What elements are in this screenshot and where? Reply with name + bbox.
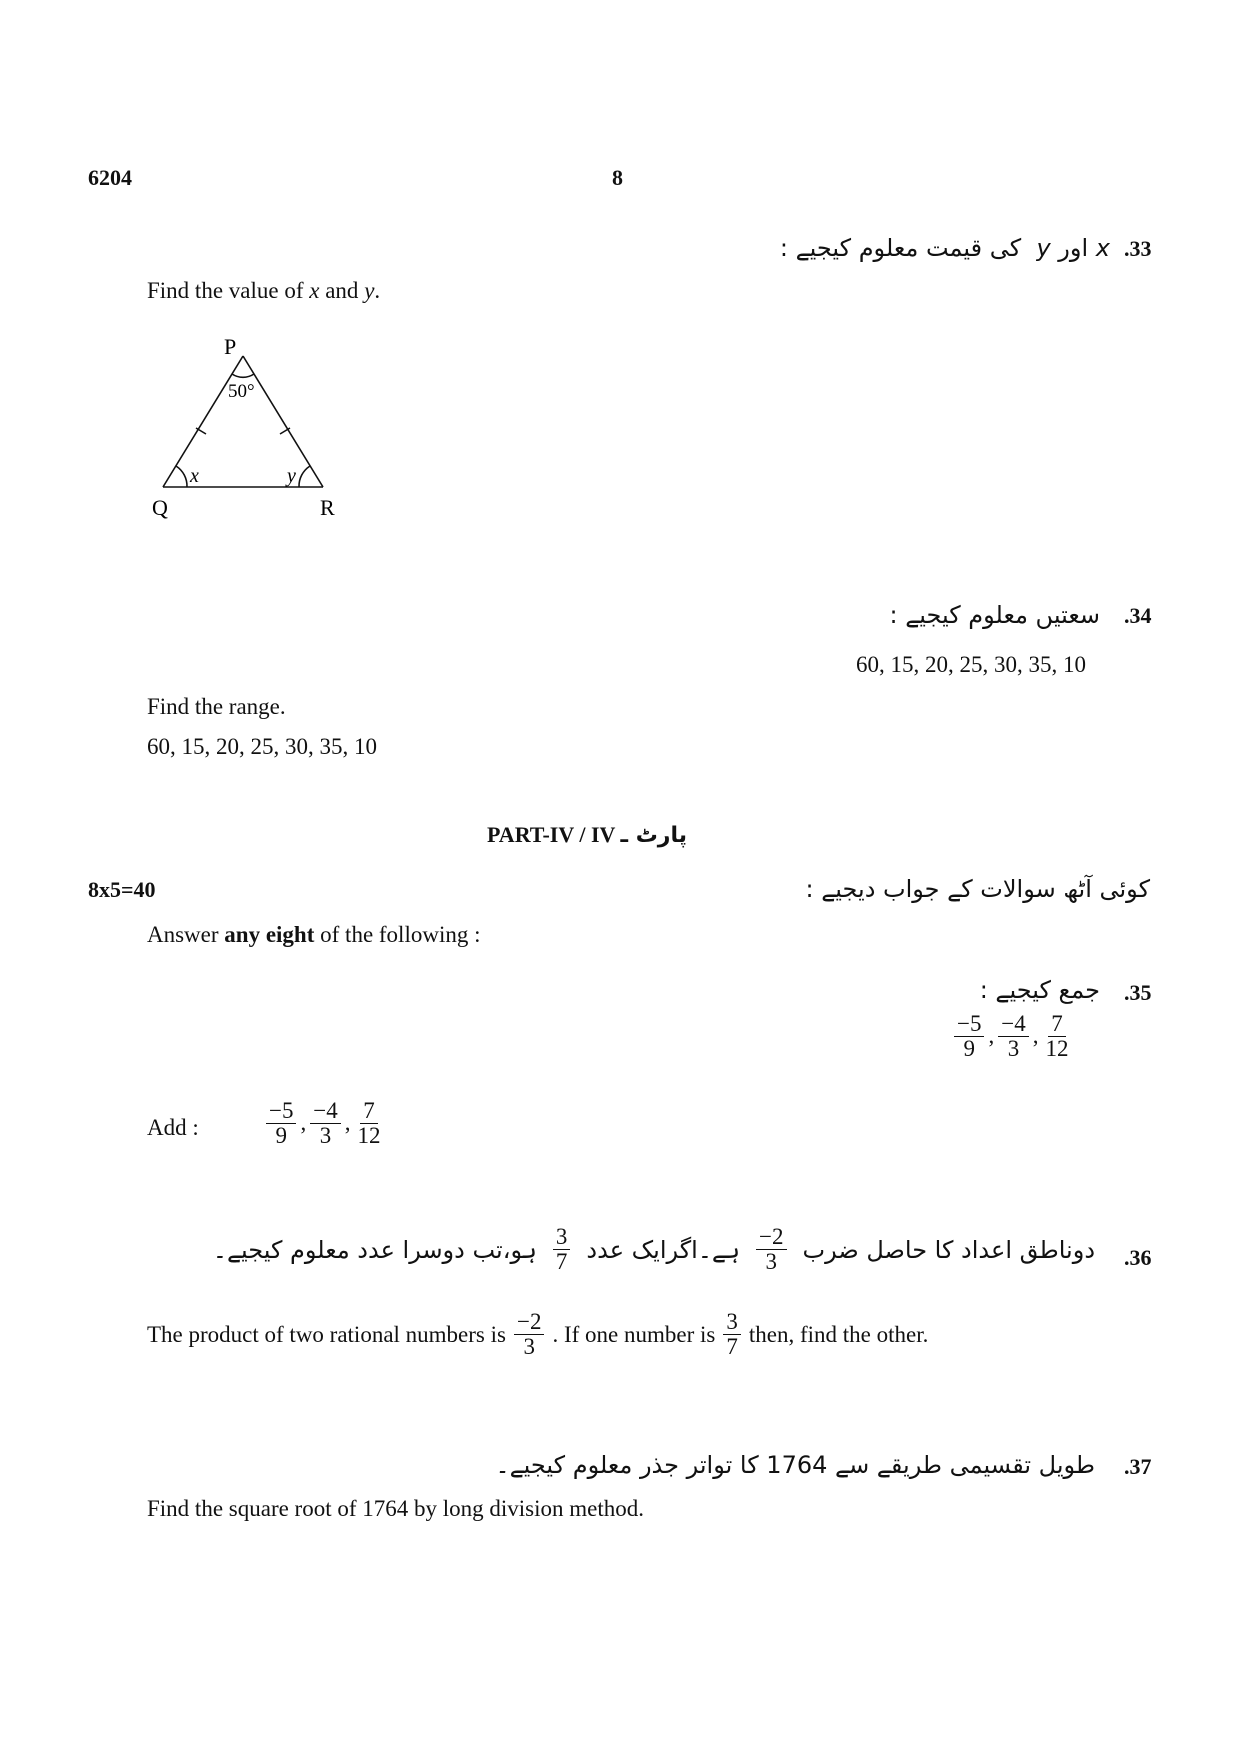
fraction: $\frac{7}{12}$ [357,1098,381,1149]
fraction: $\frac{-5}{9}$ [266,1099,296,1148]
q34-en-data: 60, 15, 20, 25, 30, 35, 10 [147,734,377,759]
part-title-en: PART-IV / [487,822,586,847]
q36-urdu [213,1225,1095,1274]
q34-number: .34 [1124,603,1152,628]
q36-english [147,1310,928,1359]
q33-en-y: y [364,278,375,303]
q33-en-suffix: . [374,278,381,303]
q33-urdu-text: کی قیمت معلوم کیجیے : [779,234,1022,262]
fraction: $\frac{7}{12}$ [1045,1011,1069,1062]
vertex-label-r: R [320,495,335,520]
q34-english: Find the range. [147,694,286,719]
part-iv-heading [487,822,687,848]
angle-arc-q [176,466,187,487]
triangle-figure [140,330,360,530]
q37-english: Find the square root of 1764 by long division method. [147,1496,645,1521]
part-urdu-instruction: کوئی آٹھ سوالات کے جواب دیجیے : [805,875,1150,903]
side-pr [243,356,323,487]
fraction: $\frac{-2}{3}$ [514,1310,544,1359]
q35-en-fractions: $\frac{-5}{9}$ , $\frac{-4}{3}$ , $\frac{7}{12}$ [266,1099,383,1148]
marks-label: 8x5=40 [88,877,156,902]
fraction: $\frac{-4}{3}$ [310,1099,340,1148]
fraction: $\frac{-2}{3}$ [756,1225,786,1274]
fraction: $\frac{-4}{3}$ [998,1012,1028,1061]
fraction: $\frac{3}{7}$ [723,1310,741,1359]
q37-number: .37 [1124,1454,1152,1479]
q33-en-prefix: Find the value of [147,278,304,303]
angle-arc-p [232,374,254,377]
q36-number: .36 [1124,1245,1152,1270]
part-title-roman: IV [590,822,616,847]
q35-urdu: جمع کیجیے : [979,976,1100,1004]
q35-urdu-fractions: $\frac{-5}{9}$ , $\frac{-4}{3}$ , $\frac{7}{12}$ [954,1012,1071,1061]
fraction: $\frac{3}{7}$ [553,1225,571,1274]
q34-urdu: سعتیں معلوم کیجیے : [889,601,1100,629]
q36-urdu-part2: ہے۔اگرایک عدد [586,1235,741,1264]
part-en-prefix: Answer [147,922,219,947]
q33-urdu-var-x: x [1095,234,1110,262]
vertex-label-q: Q [152,495,168,520]
part-en-instruction [147,922,480,948]
q36-en-part3: then, find the other. [748,1321,929,1347]
q35-number: .35 [1124,980,1152,1005]
part-en-suffix: of the following : [320,922,481,947]
angle-label-50: 50° [228,381,255,402]
fraction: $\frac{-5}{9}$ [954,1012,984,1061]
part-en-bold: any eight [224,922,315,947]
q33-english [147,278,380,304]
q33-en-x: x [309,278,320,303]
q33-en-and: and [325,278,359,303]
angle-arc-r [299,466,310,487]
page-number: 8 [612,165,623,190]
q33-urdu-var-y: y [1036,234,1051,262]
part-title-urdu: پارٹ ـ [620,823,687,848]
q36-urdu-part1: دوناطق اعداد کا حاصل ضرب [802,1235,1095,1264]
q33-number: .33 [1124,236,1152,261]
q35-en-label: Add : [147,1115,199,1140]
angle-label-x: x [190,465,199,487]
q37-urdu: طویل تقسیمی طریقے سے 1764 کا تواتر جذر معلوم کیجیے۔ [495,1451,1095,1479]
q36-en-part2: . If one number is [552,1321,716,1347]
q36-en-part1: The product of two rational numbers is [147,1321,506,1347]
side-pq [163,356,243,487]
paper-code: 6204 [88,165,132,190]
q33-urdu-and: اور [1058,234,1089,262]
angle-label-y: y [287,465,296,487]
q33-urdu [780,234,1110,262]
q34-urdu-data: 60, 15, 20, 25, 30, 35, 10 [856,652,1086,677]
q36-urdu-part3: ہو،تب دوسرا عدد معلوم کیجیے۔ [212,1235,537,1264]
vertex-label-p: P [224,334,237,359]
